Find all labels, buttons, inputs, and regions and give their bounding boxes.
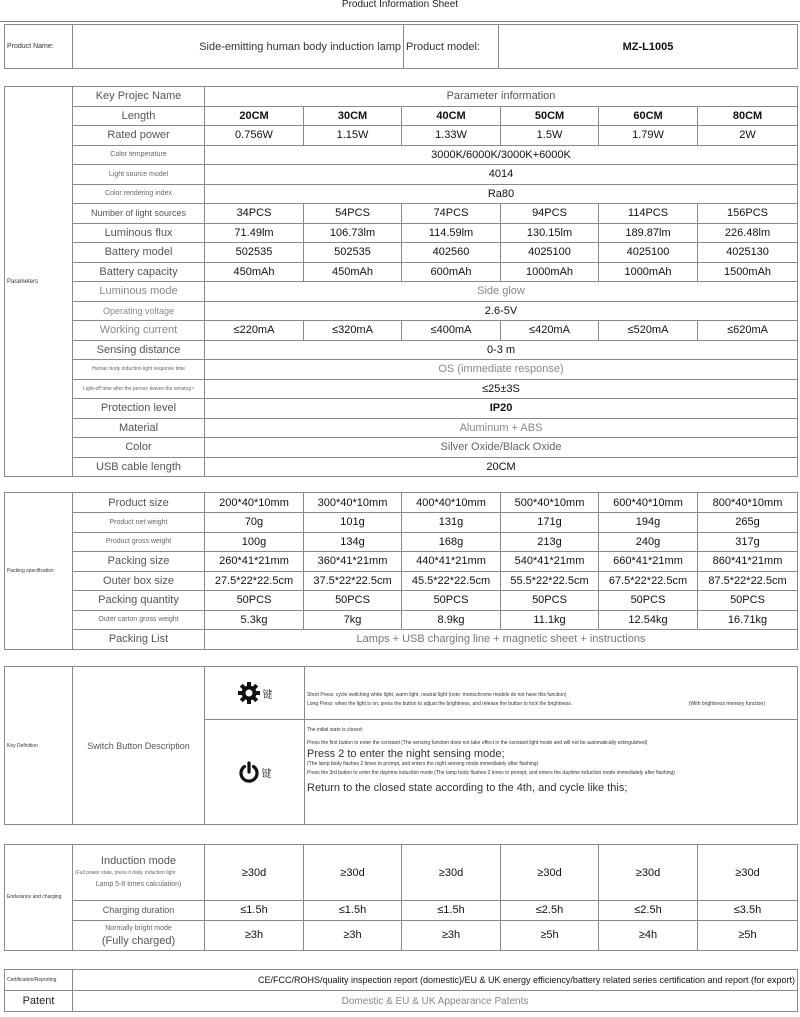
power-text-5: Press the 3rd button to enter the daytime induction mode (The lamp body flashes 2 times to prompt, and enters the daytime induction mode immediately after flashing) [307,770,675,776]
row-label: Charging duration [73,901,205,921]
cell: 2.6-5V [205,301,798,321]
cert-label: Certification/Reporting [5,970,73,991]
light-source-row [5,165,798,185]
cell: ≤1.5h [402,901,501,921]
cell: 50CM [501,106,599,126]
cell: ≤3.5h [698,901,798,921]
row-label: Color [73,438,205,458]
lum-mode-row [5,282,798,302]
cell: 1.5W [501,126,599,146]
length-row [5,106,798,126]
cell: 20CM [205,106,304,126]
product-name-value: Side-emitting human body induction lamp [73,25,404,69]
cell: ≥5h [501,920,599,950]
cell: 74PCS [402,204,501,224]
color-row [5,438,798,458]
row-label: Battery model [73,243,205,263]
gear-icon [237,681,261,705]
cell: ≤520mA [599,321,698,341]
cell: ≥30d [205,845,304,901]
gear-text-1: Short Press: cycle switching white light, warm light, neutral light (note: monochrome models do not have this function) [307,692,567,698]
cell: 194g [599,513,698,533]
row-label: Product gross weight [73,532,205,552]
cell: ≥4h [599,920,698,950]
row-label: Light-off time after the person leaves the sensing r [73,379,205,399]
cell: 1000mAh [599,262,698,282]
sensing-row [5,340,798,360]
cell: 34PCS [205,204,304,224]
row-label: Induction mode [100,854,177,867]
row-label: Working current [73,321,205,341]
cell: 134g [304,532,402,552]
outer-box-row [5,571,798,591]
cell: 50PCS [205,591,304,611]
cert-value: CE/FCC/ROHS/quality inspection report (domestic)/EU & UK energy efficiency/battery related series certification and report (for export) [73,970,798,991]
cell: 0.756W [205,126,304,146]
cell: 402560 [402,243,501,263]
cell: 27.5*22*22.5cm [205,571,304,591]
packing-table [4,492,798,650]
num-sources-row [5,204,798,224]
cell: 101g [304,513,402,533]
row-label: Protection level [73,399,205,419]
cell: 450mAh [304,262,402,282]
cell: Ra80 [205,184,798,204]
cell: 660*41*21mm [599,552,698,572]
endurance-table [4,844,798,951]
cell: 12.54kg [599,610,698,630]
cell: 1.33W [402,126,501,146]
cri-row [5,184,798,204]
induction-row [5,845,798,901]
cell: 800*40*10mm [698,493,798,513]
row-label: USB cable length [73,457,205,477]
power-text-4: (The lamp body flashes 2 times to prompt, and enters the night sensing mode immediately after flashing) [307,761,539,767]
row-label: Product size [73,493,205,513]
cell: 200*40*10mm [205,493,304,513]
cell: ≤1.5h [205,901,304,921]
cell: ≥30d [501,845,599,901]
cell: ≥5h [698,920,798,950]
cell: 860*41*21mm [698,552,798,572]
gear-description [305,667,798,720]
packing-qty-row [5,591,798,611]
cell: 440*41*21mm [402,552,501,572]
cell: 50PCS [698,591,798,611]
power-description [305,720,798,825]
cell: 54PCS [304,204,402,224]
cell: Aluminum + ABS [205,418,798,438]
induction-label-cell [73,845,205,901]
net-weight-row [5,513,798,533]
cell: ≥30d [599,845,698,901]
cell: ≤420mA [501,321,599,341]
row-label: Product net weight [73,513,205,533]
cell: ≤2.5h [599,901,698,921]
cell: 1000mAh [501,262,599,282]
cell: 60CM [599,106,698,126]
cell: 80CM [698,106,798,126]
key-definition-table [4,666,798,825]
cell: 7kg [304,610,402,630]
row-label: Sensing distance [73,340,205,360]
cell: 171g [501,513,599,533]
row-label: Outer carton gross weight [73,610,205,630]
cell: IP20 [205,399,798,419]
cell: 50PCS [304,591,402,611]
cell: 50PCS [501,591,599,611]
cell: 11.1kg [501,610,599,630]
power-text-2: Press the first button to enter the constant (The sensing function does not take effect in the constant light mode and will not be automatically extinguished) [307,740,648,746]
cell: Silver Oxide/Black Oxide [205,438,798,458]
cell: ≥30d [304,845,402,901]
cell: 87.5*22*22.5cm [698,571,798,591]
bright-sub: (Fully charged) [101,935,176,947]
cell: ≥3h [304,920,402,950]
row-label: Light source model [73,165,205,185]
cell: Lamps + USB charging line + magnetic sheet + instructions [205,630,798,650]
gross-weight-row [5,532,798,552]
power-key-cell [205,720,305,825]
cell: OS (immediate response) [205,360,798,380]
response-row [5,360,798,380]
carton-weight-row [5,610,798,630]
battery-cap-row [5,262,798,282]
cell: 500*40*10mm [501,493,599,513]
cell: 50PCS [402,591,501,611]
power-text-3: Press 2 to enter the night sensing mode; [307,748,505,760]
cell: ≤25±3S [205,379,798,399]
op-voltage-row [5,301,798,321]
patent-value: Domestic & EU & UK Appearance Patents [73,991,798,1012]
protection-row [5,399,798,419]
cell: ≤2.5h [501,901,599,921]
cell: 240g [599,532,698,552]
pack-size-row [5,552,798,572]
product-size-row [5,493,798,513]
cell: 2W [698,126,798,146]
cell: ≤220mA [205,321,304,341]
cell: 4014 [205,165,798,185]
cell: 1.15W [304,126,402,146]
row-label: Packing size [73,552,205,572]
cell: 400*40*10mm [402,493,501,513]
cell: 600mAh [402,262,501,282]
switch-button-label: Switch Button Description [73,667,205,825]
cell: 8.9kg [402,610,501,630]
flux-row [5,223,798,243]
induction-sub-2: Lamp 5-8 times calculation) [95,880,182,888]
parameters-section-label: Parameters [5,87,73,477]
cell: ≤320mA [304,321,402,341]
cell: 94PCS [501,204,599,224]
cell: 360*41*21mm [304,552,402,572]
cell: 106.73lm [304,223,402,243]
cell: 1500mAh [698,262,798,282]
key-section-label: Key Definition [5,667,73,825]
cell: 3000K/6000K/3000K+6000K [205,145,798,165]
material-row [5,418,798,438]
cell: ≥30d [402,845,501,901]
rated-power-row [5,126,798,146]
row-label: Luminous mode [73,282,205,302]
info-col-header: Parameter information [205,87,798,107]
cell: 16.71kg [698,610,798,630]
row-label: Length [73,106,205,126]
cell: 260*41*21mm [205,552,304,572]
row-label: Battery capacity [73,262,205,282]
cell: 55.5*22*22.5cm [501,571,599,591]
key-col-header: Key Projec Name [73,87,205,107]
row-label: Operating voltage [73,301,205,321]
cell: ≥3h [205,920,304,950]
cell: 20CM [205,457,798,477]
cell: 5.3kg [205,610,304,630]
gear-text-2: Long Press: when the light is on, press the button to adjust the brightness, and release the button to lock the brightness. [307,701,573,707]
product-model-value: MZ-L1005 [499,25,798,69]
cell: 130.15lm [501,223,599,243]
cell: 114PCS [599,204,698,224]
cell: 600*40*10mm [599,493,698,513]
cell: 45.5*22*22.5cm [402,571,501,591]
row-label: Material [73,418,205,438]
row-label: Normally bright mode [105,925,172,932]
lightoff-row [5,379,798,399]
cell: 156PCS [698,204,798,224]
bright-row [5,920,798,950]
cell: 0-3 m [205,340,798,360]
parameters-table [4,86,798,477]
bright-label-cell [73,920,205,950]
product-model-label: Product model: [404,25,499,69]
cell: 226.48lm [698,223,798,243]
cell: 168g [402,532,501,552]
cell: 114.59lm [402,223,501,243]
cell: ≤1.5h [304,901,402,921]
cell: ≥30d [698,845,798,901]
cell: 502535 [205,243,304,263]
cell: 37.5*22*22.5cm [304,571,402,591]
current-row [5,321,798,341]
cell: 4025100 [501,243,599,263]
endurance-section-label: Endurance and charging [5,845,73,951]
cell: 67.5*22*22.5cm [599,571,698,591]
gear-key-cell [205,667,305,720]
cell: 4025100 [599,243,698,263]
charging-row [5,901,798,921]
cell: 317g [698,532,798,552]
color-temp-row [5,145,798,165]
cell: 4025130 [698,243,798,263]
row-label: Human body induction light response time [73,360,205,380]
cell: 1.79W [599,126,698,146]
gear-note: (With brightness memory function) [688,701,765,707]
cell: 265g [698,513,798,533]
cell: 189.87lm [599,223,698,243]
cell: ≤400mA [402,321,501,341]
cell: 450mAh [205,262,304,282]
cell: Side glow [205,282,798,302]
patent-label: Patent [5,991,73,1012]
row-label: Luminous flux [73,223,205,243]
power-icon [238,761,260,783]
cell: ≥3h [402,920,501,950]
usb-row [5,457,798,477]
cert-table [4,969,798,1012]
cell: 50PCS [599,591,698,611]
cell: 71.49lm [205,223,304,243]
header-table [4,24,798,69]
row-label: Rated power [73,126,205,146]
cell: 540*41*21mm [501,552,599,572]
row-label: Packing quantity [73,591,205,611]
cell: 100g [205,532,304,552]
row-label: Color temperature [73,145,205,165]
packing-list-row [5,630,798,650]
cell: 502535 [304,243,402,263]
battery-model-row [5,243,798,263]
cell: 213g [501,532,599,552]
product-name-label: Product Name: [5,25,73,69]
power-text-6: Return to the closed state according to the 4th, and cycle like this; [307,782,628,794]
cell: 40CM [402,106,501,126]
induction-sub: (Full power state, press it daily, induction light [75,869,176,876]
row-label: Packing List [73,630,205,650]
cell: 300*40*10mm [304,493,402,513]
cell: ≤620mA [698,321,798,341]
cell: 30CM [304,106,402,126]
page-title: Product Information Sheet [0,0,800,22]
key-char: 键 [261,768,272,780]
row-label: Outer box size [73,571,205,591]
cell: 131g [402,513,501,533]
key-char: 键 [262,689,273,701]
cell: 70g [205,513,304,533]
row-label: Number of light sources [73,204,205,224]
row-label: Color rendering index [73,184,205,204]
power-text-1: The initial state is closed; [307,727,363,733]
packing-section-label: Packing specification [5,493,73,650]
